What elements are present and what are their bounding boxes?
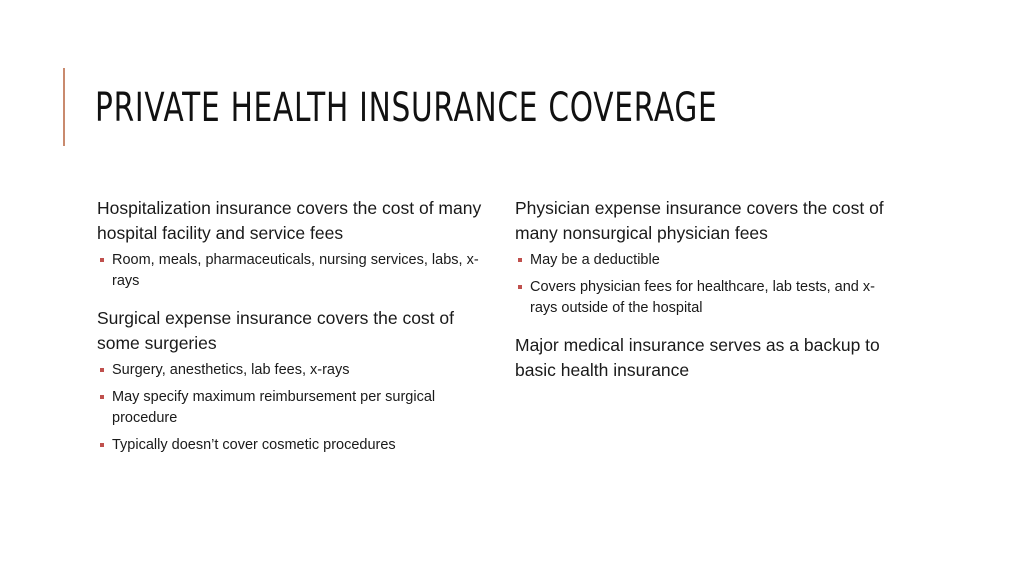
hospitalization-block bbox=[97, 196, 482, 292]
bullet-text: Room, meals, pharmaceuticals, nursing services, labs, x-rays bbox=[112, 252, 479, 289]
block-heading: Major medical insurance serves as a backup to basic health insurance bbox=[515, 335, 880, 380]
square-bullet-icon bbox=[100, 395, 104, 399]
list-item bbox=[97, 435, 482, 456]
right-column bbox=[515, 196, 900, 397]
bullet-list bbox=[97, 360, 482, 456]
block-heading: Physician expense insurance covers the cost of many nonsurgical physician fees bbox=[515, 198, 884, 243]
bullet-text: May specify maximum reimbursement per surgical procedure bbox=[112, 389, 436, 426]
bullet-text: Covers physician fees for healthcare, lab tests, and x-rays outside of the hospital bbox=[530, 279, 875, 316]
block-heading: Hospitalization insurance covers the cost of many hospital facility and service fees bbox=[97, 198, 482, 243]
bullet-text: Typically doesn’t cover cosmetic procedures bbox=[112, 437, 396, 453]
list-item bbox=[97, 360, 482, 381]
title-accent-bar bbox=[63, 68, 65, 146]
list-item bbox=[97, 250, 482, 292]
list-item bbox=[515, 277, 900, 319]
surgical-block bbox=[97, 306, 482, 456]
left-column bbox=[97, 196, 482, 470]
square-bullet-icon bbox=[100, 368, 104, 372]
bullet-text: May be a deductible bbox=[530, 252, 660, 268]
square-bullet-icon bbox=[518, 285, 522, 289]
bullet-text: Surgery, anesthetics, lab fees, x-rays bbox=[112, 362, 350, 378]
bullet-list bbox=[515, 250, 900, 319]
bullet-list bbox=[97, 250, 482, 292]
square-bullet-icon bbox=[518, 258, 522, 262]
page-title: PRIVATE HEALTH INSURANCE COVERAGE bbox=[95, 85, 718, 131]
major-medical-block bbox=[515, 333, 900, 383]
list-item bbox=[97, 387, 482, 429]
square-bullet-icon bbox=[100, 443, 104, 447]
physician-block bbox=[515, 196, 900, 319]
list-item bbox=[515, 250, 900, 271]
square-bullet-icon bbox=[100, 258, 104, 262]
block-heading: Surgical expense insurance covers the cost of some surgeries bbox=[97, 308, 454, 353]
